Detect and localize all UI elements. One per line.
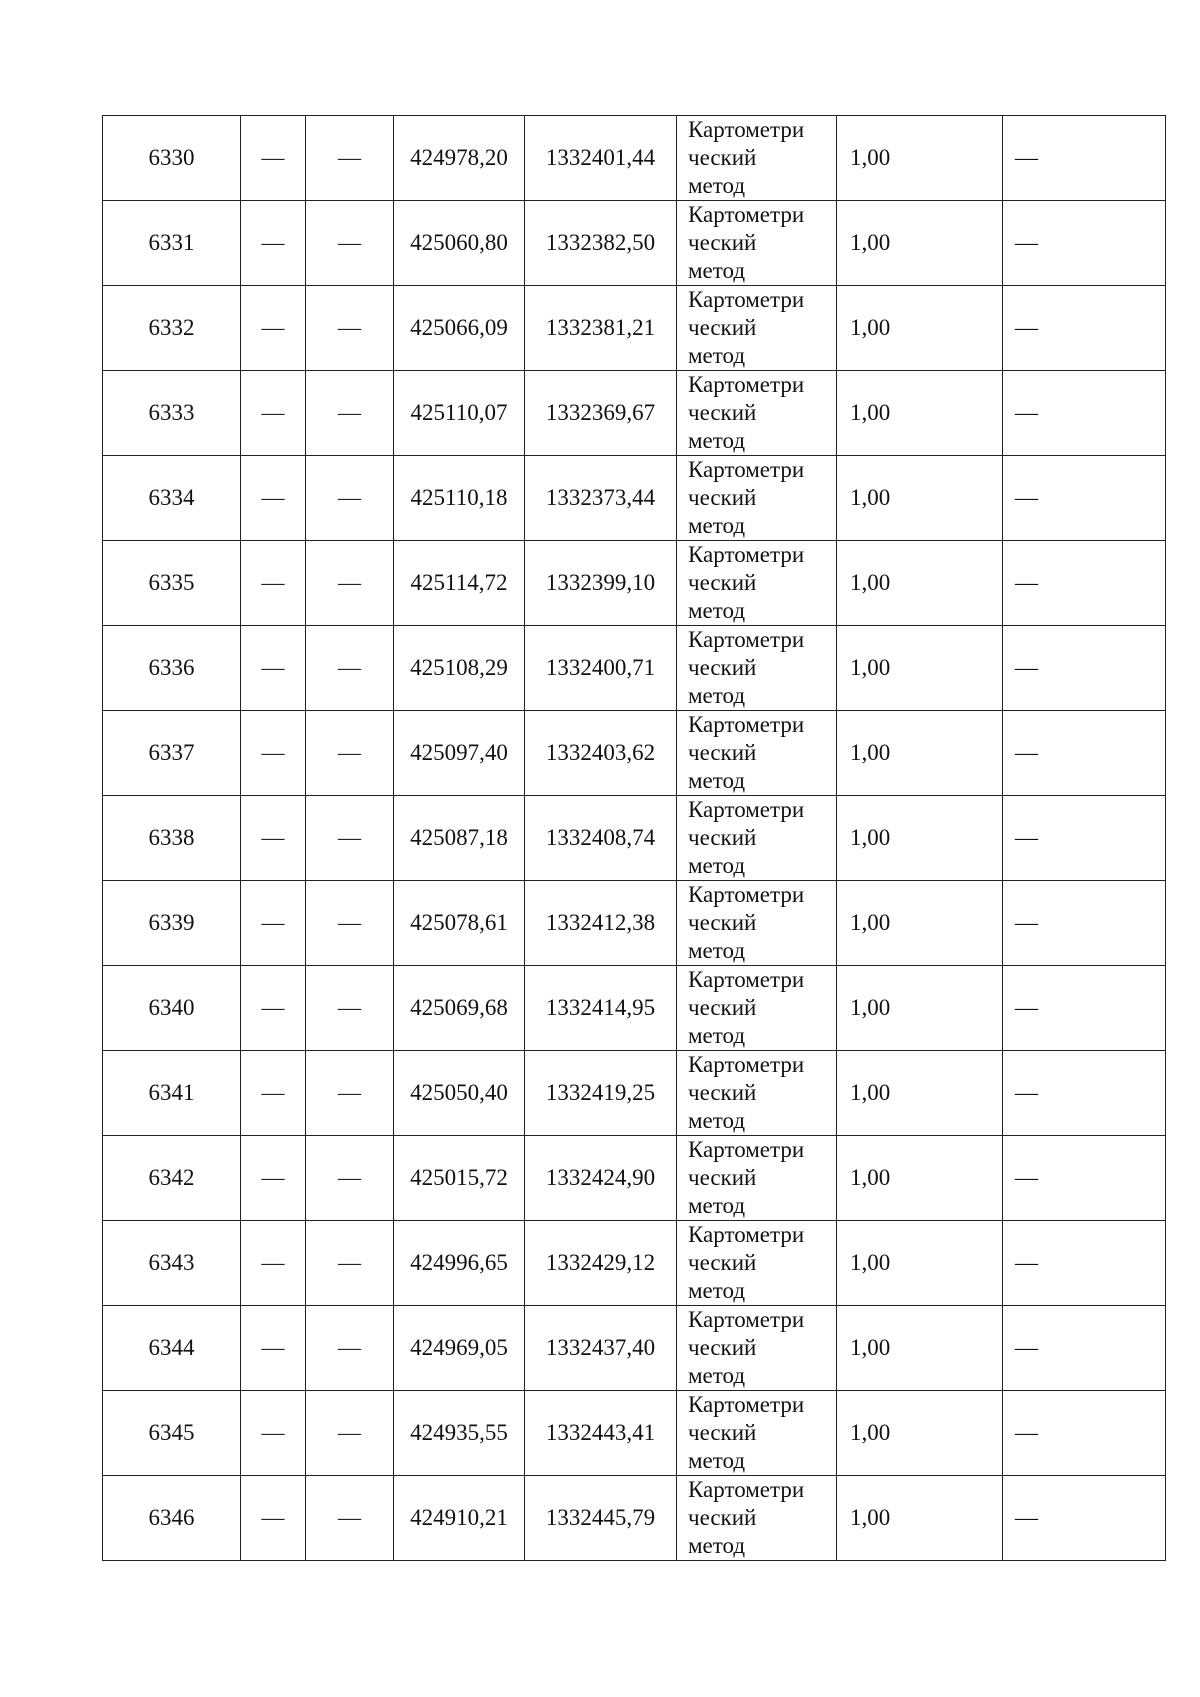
method-text-line: ческий [688,995,757,1020]
x-coordinate-cell: 425078,61 [394,881,525,966]
empty-value-cell: — [241,201,306,286]
y-coordinate-cell: 1332399,10 [525,541,677,626]
y-coordinate-cell: 1332401,44 [525,116,677,201]
empty-value-cell: — [241,1051,306,1136]
point-number-cell: 6337 [103,711,241,796]
empty-value-cell: — [241,626,306,711]
method-text-line: метод [688,1448,746,1473]
empty-value-cell: — [1003,1136,1166,1221]
empty-value-cell: — [1003,286,1166,371]
method-text-line: метод [688,1108,746,1133]
x-coordinate-cell: 424996,65 [394,1221,525,1306]
empty-value-cell: — [241,966,306,1051]
empty-value-cell: — [241,1476,306,1561]
accuracy-cell: 1,00 [837,1476,1003,1561]
table-row [103,371,1166,456]
empty-value-cell: — [1003,1391,1166,1476]
table-row [103,1136,1166,1221]
method-text-line: Картометри [688,117,805,142]
method-cell [677,1476,837,1561]
accuracy-cell: 1,00 [837,116,1003,201]
accuracy-cell: 1,00 [837,286,1003,371]
method-text-line: Картометри [688,287,805,312]
empty-value-cell: — [1003,541,1166,626]
empty-value-cell: — [241,116,306,201]
y-coordinate-cell: 1332419,25 [525,1051,677,1136]
table-row [103,456,1166,541]
point-number-cell: 6336 [103,626,241,711]
empty-value-cell: — [1003,201,1166,286]
empty-value-cell: — [1003,881,1166,966]
table-row [103,881,1166,966]
method-text-line: ческий [688,1420,757,1445]
method-cell [677,966,837,1051]
empty-value-cell: — [1003,371,1166,456]
table-row [103,286,1166,371]
accuracy-cell: 1,00 [837,1221,1003,1306]
table-row [103,201,1166,286]
empty-value-cell: — [241,1221,306,1306]
method-text-line: Картометри [688,1052,805,1077]
x-coordinate-cell: 425087,18 [394,796,525,881]
method-cell [677,201,837,286]
method-text-line: Картометри [688,457,805,482]
method-cell [677,1136,837,1221]
y-coordinate-cell: 1332445,79 [525,1476,677,1561]
method-text-line: ческий [688,400,757,425]
accuracy-cell: 1,00 [837,881,1003,966]
method-text-line: метод [688,683,746,708]
method-text-line: ческий [688,485,757,510]
accuracy-cell: 1,00 [837,371,1003,456]
empty-value-cell: — [241,1306,306,1391]
method-text-line: метод [688,258,746,283]
method-cell [677,541,837,626]
empty-value-cell: — [306,626,394,711]
empty-value-cell: — [1003,796,1166,881]
method-text-line: метод [688,598,746,623]
table-row [103,796,1166,881]
empty-value-cell: — [306,1391,394,1476]
method-cell [677,371,837,456]
x-coordinate-cell: 425110,07 [394,371,525,456]
accuracy-cell: 1,00 [837,1391,1003,1476]
coordinates-table-body [103,116,1166,1561]
method-text-line: Картометри [688,1477,805,1502]
point-number-cell: 6346 [103,1476,241,1561]
method-text-line: ческий [688,570,757,595]
point-number-cell: 6341 [103,1051,241,1136]
accuracy-cell: 1,00 [837,1306,1003,1391]
method-text-line: Картометри [688,202,805,227]
coordinates-table [102,115,1166,1561]
y-coordinate-cell: 1332412,38 [525,881,677,966]
y-coordinate-cell: 1332429,12 [525,1221,677,1306]
table-row [103,711,1166,796]
point-number-cell: 6338 [103,796,241,881]
empty-value-cell: — [306,966,394,1051]
accuracy-cell: 1,00 [837,626,1003,711]
method-text-line: метод [688,853,746,878]
empty-value-cell: — [1003,1306,1166,1391]
empty-value-cell: — [241,796,306,881]
method-text-line: Картометри [688,1307,805,1332]
empty-value-cell: — [241,371,306,456]
empty-value-cell: — [1003,1221,1166,1306]
method-text-line: ческий [688,1165,757,1190]
empty-value-cell: — [1003,116,1166,201]
accuracy-cell: 1,00 [837,796,1003,881]
method-text-line: ческий [688,1335,757,1360]
method-text-line: ческий [688,1250,757,1275]
table-row [103,1221,1166,1306]
method-text-line: метод [688,1023,746,1048]
method-cell [677,626,837,711]
method-cell [677,1391,837,1476]
x-coordinate-cell: 425108,29 [394,626,525,711]
method-text-line: Картометри [688,1137,805,1162]
method-cell [677,881,837,966]
empty-value-cell: — [306,796,394,881]
method-cell [677,456,837,541]
point-number-cell: 6339 [103,881,241,966]
table-row [103,966,1166,1051]
empty-value-cell: — [306,201,394,286]
method-cell [677,1306,837,1391]
point-number-cell: 6335 [103,541,241,626]
y-coordinate-cell: 1332403,62 [525,711,677,796]
y-coordinate-cell: 1332443,41 [525,1391,677,1476]
empty-value-cell: — [1003,711,1166,796]
method-text-line: Картометри [688,882,805,907]
point-number-cell: 6330 [103,116,241,201]
method-text-line: метод [688,173,746,198]
accuracy-cell: 1,00 [837,201,1003,286]
x-coordinate-cell: 425069,68 [394,966,525,1051]
method-cell [677,1221,837,1306]
method-text-line: ческий [688,145,757,170]
empty-value-cell: — [306,286,394,371]
point-number-cell: 6345 [103,1391,241,1476]
empty-value-cell: — [306,1221,394,1306]
method-cell [677,116,837,201]
method-text-line: метод [688,343,746,368]
method-text-line: ческий [688,1080,757,1105]
method-cell [677,711,837,796]
table-row [103,1391,1166,1476]
x-coordinate-cell: 425097,40 [394,711,525,796]
point-number-cell: 6332 [103,286,241,371]
empty-value-cell: — [306,541,394,626]
method-text-line: метод [688,513,746,538]
method-text-line: метод [688,938,746,963]
empty-value-cell: — [306,371,394,456]
x-coordinate-cell: 424969,05 [394,1306,525,1391]
empty-value-cell: — [1003,626,1166,711]
empty-value-cell: — [241,1391,306,1476]
table-row [103,541,1166,626]
empty-value-cell: — [1003,966,1166,1051]
y-coordinate-cell: 1332400,71 [525,626,677,711]
table-row [103,626,1166,711]
accuracy-cell: 1,00 [837,966,1003,1051]
x-coordinate-cell: 424910,21 [394,1476,525,1561]
point-number-cell: 6340 [103,966,241,1051]
method-cell [677,796,837,881]
method-text-line: метод [688,1363,746,1388]
method-text-line: Картометри [688,627,805,652]
x-coordinate-cell: 425066,09 [394,286,525,371]
y-coordinate-cell: 1332408,74 [525,796,677,881]
method-text-line: ческий [688,825,757,850]
empty-value-cell: — [241,1136,306,1221]
empty-value-cell: — [306,1476,394,1561]
x-coordinate-cell: 425114,72 [394,541,525,626]
table-row [103,1051,1166,1136]
method-cell [677,286,837,371]
empty-value-cell: — [241,881,306,966]
accuracy-cell: 1,00 [837,456,1003,541]
x-coordinate-cell: 425110,18 [394,456,525,541]
x-coordinate-cell: 425060,80 [394,201,525,286]
method-text-line: Картометри [688,1392,805,1417]
empty-value-cell: — [306,1051,394,1136]
y-coordinate-cell: 1332369,67 [525,371,677,456]
method-text-line: Картометри [688,797,805,822]
empty-value-cell: — [306,1136,394,1221]
empty-value-cell: — [306,881,394,966]
method-text-line: ческий [688,655,757,680]
table-row [103,1476,1166,1561]
method-text-line: метод [688,1278,746,1303]
method-text-line: метод [688,1193,746,1218]
x-coordinate-cell: 425015,72 [394,1136,525,1221]
y-coordinate-cell: 1332414,95 [525,966,677,1051]
x-coordinate-cell: 425050,40 [394,1051,525,1136]
empty-value-cell: — [1003,1476,1166,1561]
method-text-line: Картометри [688,372,805,397]
table-row [103,1306,1166,1391]
accuracy-cell: 1,00 [837,541,1003,626]
y-coordinate-cell: 1332382,50 [525,201,677,286]
table-row [103,116,1166,201]
method-text-line: Картометри [688,542,805,567]
accuracy-cell: 1,00 [837,1051,1003,1136]
method-text-line: ческий [688,1505,757,1530]
x-coordinate-cell: 424978,20 [394,116,525,201]
y-coordinate-cell: 1332373,44 [525,456,677,541]
point-number-cell: 6334 [103,456,241,541]
accuracy-cell: 1,00 [837,711,1003,796]
point-number-cell: 6344 [103,1306,241,1391]
empty-value-cell: — [306,456,394,541]
point-number-cell: 6343 [103,1221,241,1306]
point-number-cell: 6331 [103,201,241,286]
empty-value-cell: — [241,286,306,371]
method-text-line: ческий [688,315,757,340]
x-coordinate-cell: 424935,55 [394,1391,525,1476]
method-text-line: метод [688,768,746,793]
method-text-line: Картометри [688,712,805,737]
method-text-line: ческий [688,230,757,255]
method-text-line: ческий [688,740,757,765]
point-number-cell: 6342 [103,1136,241,1221]
method-text-line: метод [688,428,746,453]
method-text-line: ческий [688,910,757,935]
empty-value-cell: — [241,456,306,541]
method-cell [677,1051,837,1136]
method-text-line: метод [688,1533,746,1558]
empty-value-cell: — [241,711,306,796]
point-number-cell: 6333 [103,371,241,456]
empty-value-cell: — [306,1306,394,1391]
y-coordinate-cell: 1332424,90 [525,1136,677,1221]
method-text-line: Картометри [688,967,805,992]
empty-value-cell: — [306,116,394,201]
accuracy-cell: 1,00 [837,1136,1003,1221]
empty-value-cell: — [1003,456,1166,541]
empty-value-cell: — [1003,1051,1166,1136]
method-text-line: Картометри [688,1222,805,1247]
empty-value-cell: — [241,541,306,626]
y-coordinate-cell: 1332381,21 [525,286,677,371]
y-coordinate-cell: 1332437,40 [525,1306,677,1391]
empty-value-cell: — [306,711,394,796]
